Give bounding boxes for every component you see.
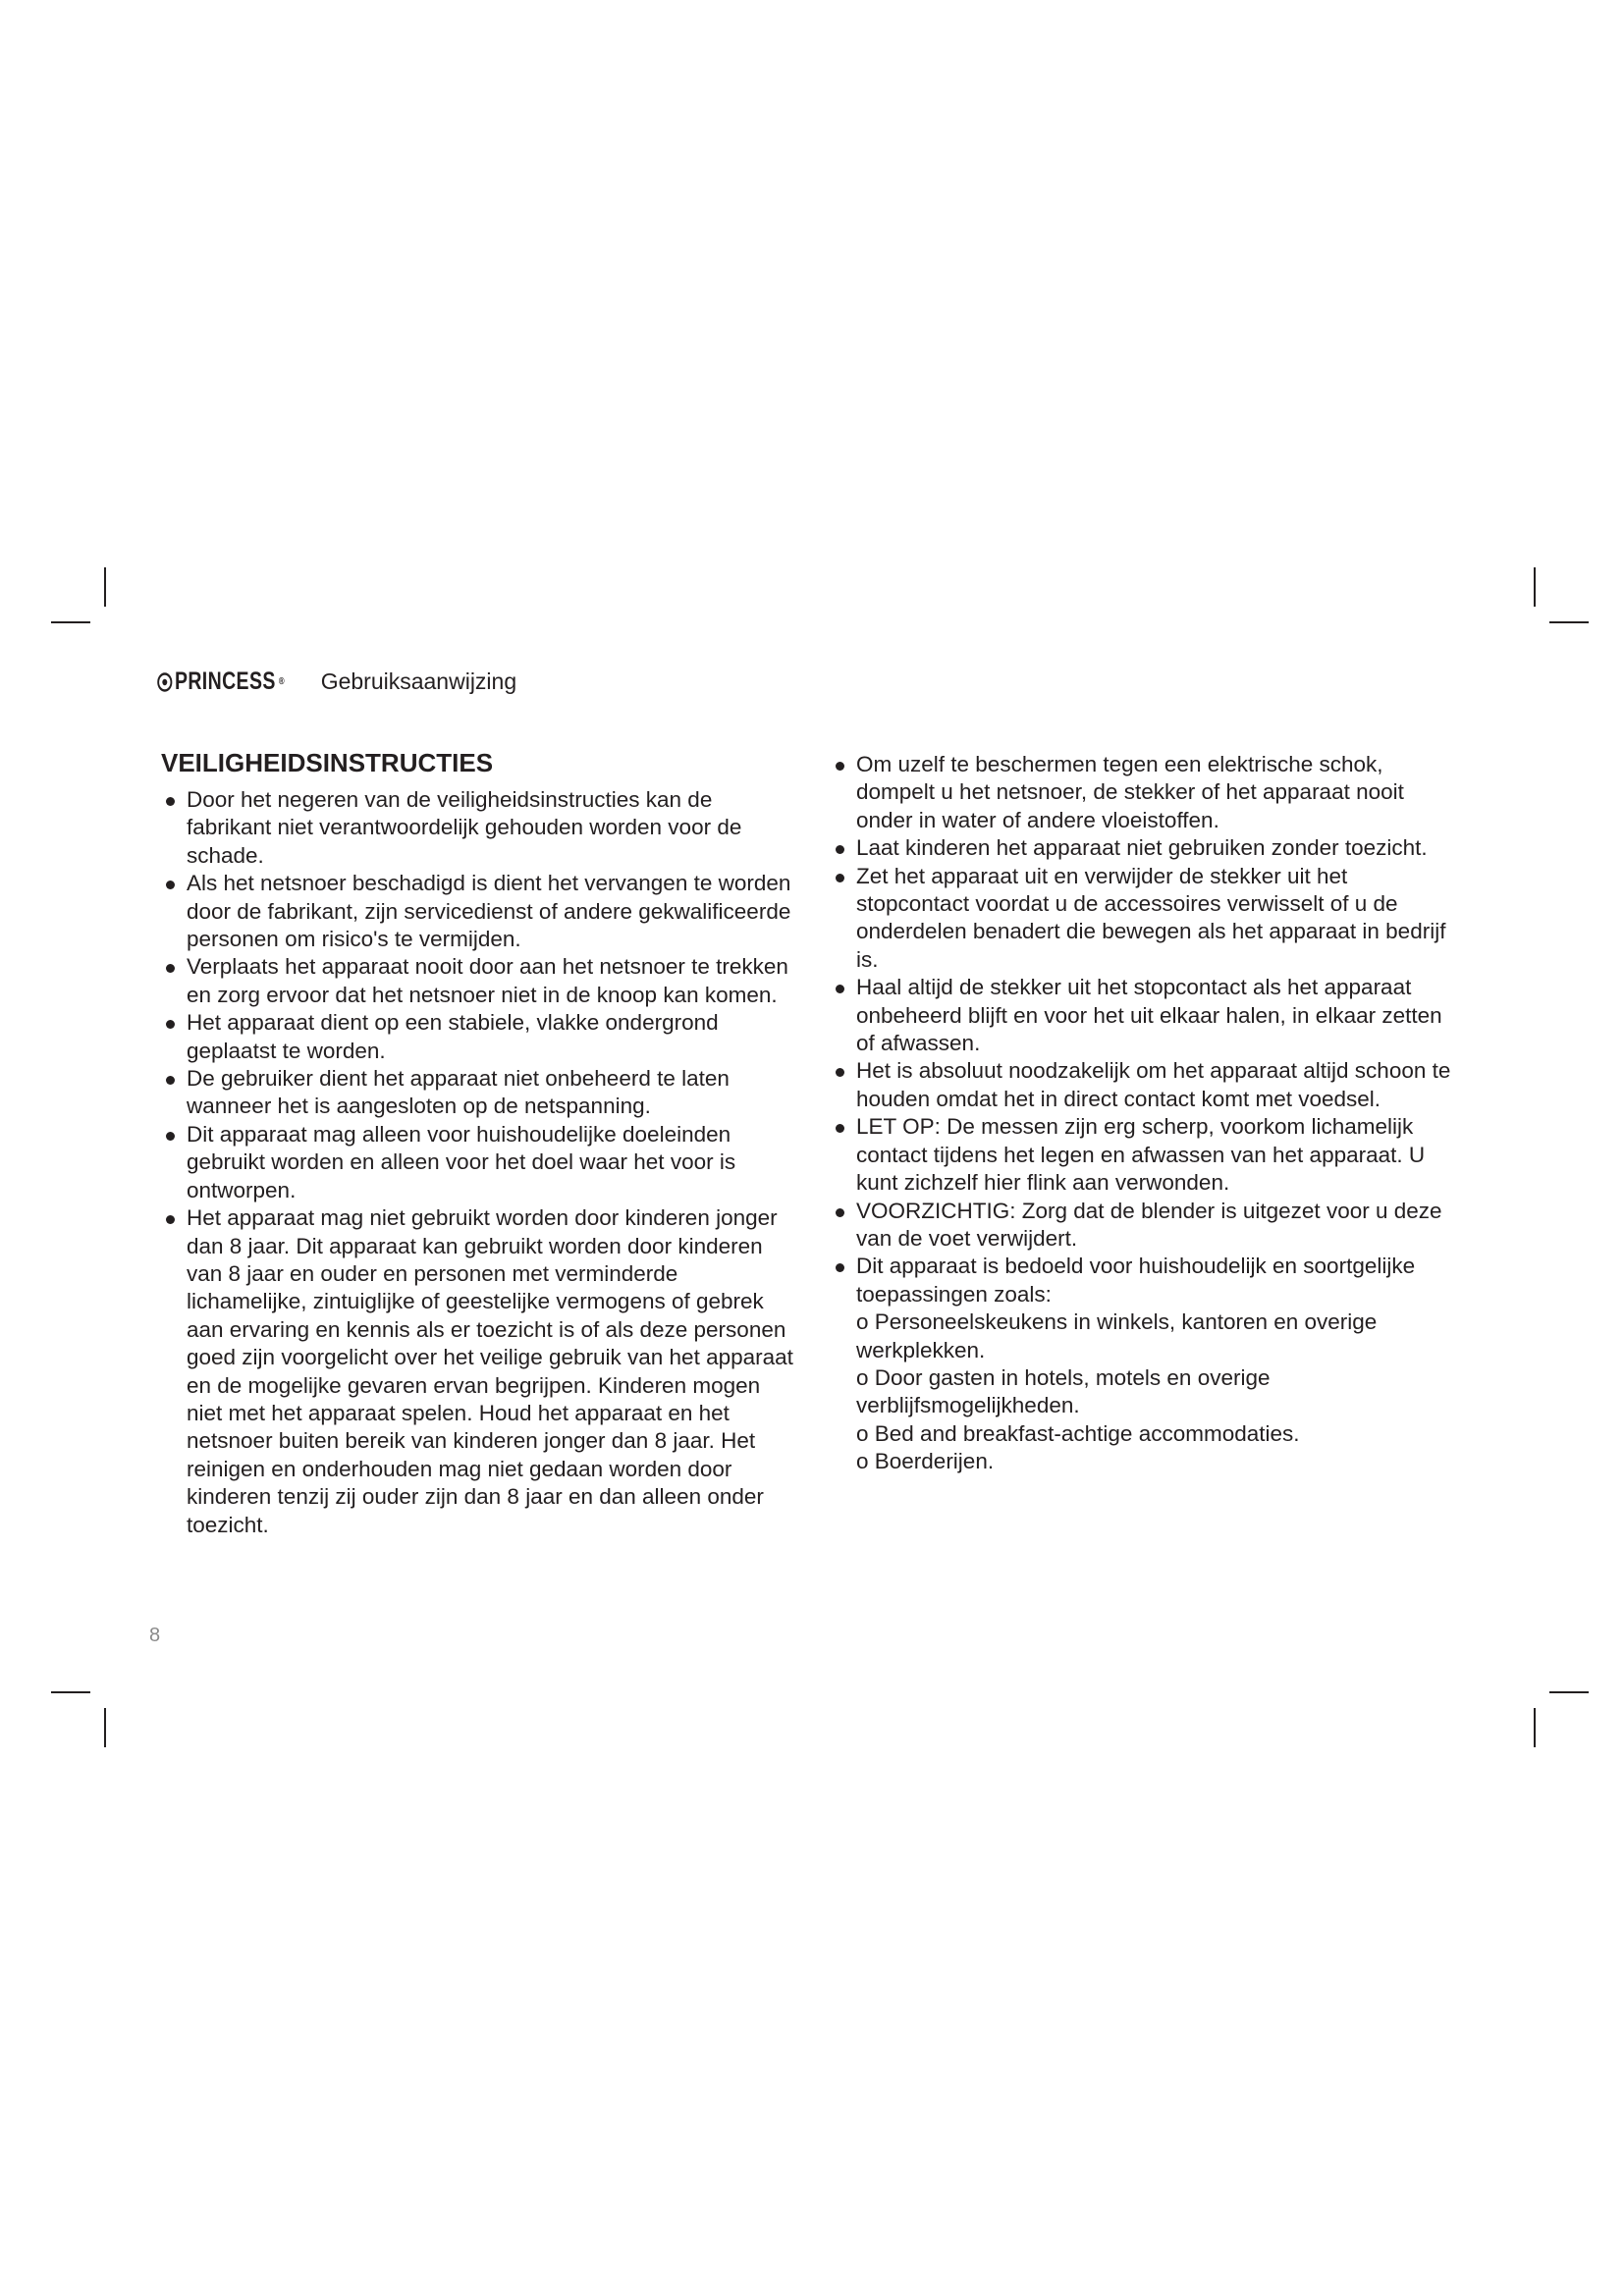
list-item: Laat kinderen het apparaat niet gebruiken zonder toezicht. [831,834,1459,862]
crop-mark-top-left-horizontal [51,621,90,623]
page-header [157,667,516,696]
list-item: Haal altijd de stekker uit het stopcontact als het apparaat onbeheerd blijft en voor het uit elkaar halen, in elkaar zetten of afwassen. [831,974,1459,1057]
list-item: Zet het apparaat uit en verwijder de stekker uit het stopcontact voordat u de accessoires verwisselt of u de onderdelen benadert die bewegen als het apparaat in bedrijf is. [831,863,1459,975]
crop-mark-top-right-horizontal [1549,621,1589,623]
list-item: Door het negeren van de veiligheidsinstructies kan de fabrikant niet verantwoordelijk gehouden worden voor de schade. [161,786,799,870]
sub-item: o Personeelskeukens in winkels, kantoren en overige werkplekken. [856,1309,1378,1362]
brand-name: PRINCESS [174,667,276,695]
list-item: De gebruiker dient het apparaat niet onbeheerd te laten wanneer het is aangesloten op de netspanning. [161,1065,799,1121]
page-number: 8 [149,1625,161,1646]
crop-mark-top-right-vertical [1534,567,1536,607]
left-column [161,748,799,1539]
list-item: Het apparaat mag niet gebruikt worden door kinderen jonger dan 8 jaar. Dit apparaat kan gebruikt worden door kinderen van 8 jaar en ouder en personen met verminderde lichamelijke, zintuiglijke of geestelijke vermogens of gebrek aan ervaring en kennis als er toezicht is of als deze personen goed zijn voorgelicht over het veilige gebruik van het apparaat en de mogelijke gevaren ervan begrijpen. Kinderen mogen niet met het apparaat spelen. Houd het apparaat en het netsnoer buiten bereik van kinderen jonger dan 8 jaar. Het reinigen en onderhouden mag niet gedaan worden door kinderen tenzij zij ouder zijn dan 8 jaar en dan alleen onder toezicht. [161,1204,799,1539]
sub-item: o Boerderijen. [856,1449,995,1474]
section-heading: VEILIGHEIDSINSTRUCTIES [161,748,494,777]
safety-list-left [161,786,799,1539]
sub-item: o Bed and breakfast-achtige accommodaties. [856,1420,1300,1446]
sub-item: o Door gasten in hotels, motels en overige verblijfsmogelijkheden. [856,1364,1271,1418]
crop-mark-bottom-right-vertical [1534,1708,1536,1747]
safety-list-right [831,751,1459,1476]
brand-logo: PRINCESS ® [157,667,285,696]
list-item-text: Dit apparaat is bedoeld voor huishoudelijk en soortgelijke toepassingen zoals: [856,1254,1416,1307]
list-item: Als het netsnoer beschadigd is dient het vervangen te worden door de fabrikant, zijn servicedienst of andere gekwalificeerde personen om risico's te vermijden. [161,870,799,953]
list-item: Verplaats het apparaat nooit door aan het netsnoer te trekken en zorg ervoor dat het netsnoer niet in de knoop kan komen. [161,953,799,1009]
list-item: LET OP: De messen zijn erg scherp, voorkom lichamelijk contact tijdens het legen en afwassen van het apparaat. U kunt zichzelf hier flink aan verwonden. [831,1113,1459,1197]
list-item: Om uzelf te beschermen tegen een elektrische schok, dompelt u het netsnoer, de stekker of het apparaat nooit onder in water of andere vloeistoffen. [831,751,1459,834]
list-item: Dit apparaat mag alleen voor huishoudelijke doeleinden gebruikt worden en alleen voor het doel waar het voor is ontworpen. [161,1121,799,1204]
list-item: VOORZICHTIG: Zorg dat de blender is uitgezet voor u deze van de voet verwijdert. [831,1198,1459,1254]
crop-mark-bottom-left-vertical [104,1708,106,1747]
list-item-applications [831,1253,1459,1475]
document-title: Gebruiksaanwijzing [320,668,517,694]
crop-mark-top-left-vertical [104,567,106,607]
crown-icon [157,672,173,692]
right-column [831,751,1459,1476]
list-item: Het is absoluut noodzakelijk om het apparaat altijd schoon te houden omdat het in direct contact komt met voedsel. [831,1057,1459,1113]
crop-mark-bottom-left-horizontal [51,1691,90,1693]
crop-mark-bottom-right-horizontal [1549,1691,1589,1693]
list-item: Het apparaat dient op een stabiele, vlakke ondergrond geplaatst te worden. [161,1009,799,1065]
